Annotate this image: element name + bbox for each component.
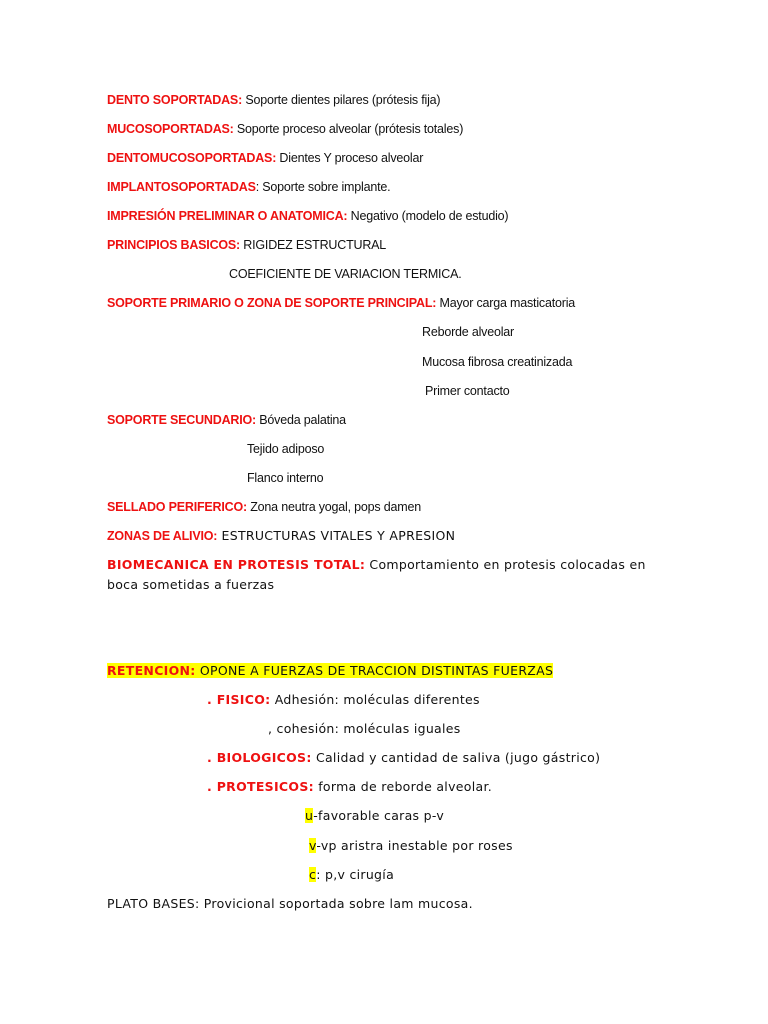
soporte-primario-item: Primer contacto — [425, 384, 510, 398]
soporte-secundario-item: Tejido adiposo — [247, 442, 325, 456]
term-label: IMPRESIÓN PRELIMINAR O ANATOMICA: — [107, 209, 348, 223]
entry-zonas-de-alivio — [107, 528, 455, 544]
form-text: -favorable caras p-v — [313, 808, 445, 823]
form-letter: v — [309, 838, 317, 853]
entry-mucosoportadas — [107, 121, 463, 137]
term-description: Comportamiento en protesis colocadas en boca sometidas a fuerzas — [107, 557, 646, 592]
retencion-protesicos — [207, 779, 492, 795]
retencion-biologicos — [207, 750, 600, 766]
term-description: : Soporte sobre implante. — [255, 180, 391, 194]
term-label: . FISICO: — [207, 692, 271, 707]
entry-retencion — [107, 663, 553, 679]
term-label: ZONAS DE ALIVIO: — [107, 529, 218, 543]
retencion-fisico — [207, 692, 480, 708]
soporte-secundario-item: Flanco interno — [247, 471, 324, 485]
retencion-fisico-continuation: , cohesión: moléculas iguales — [268, 721, 461, 736]
entry-impresion-preliminar — [107, 208, 508, 224]
term-label: SOPORTE PRIMARIO O ZONA DE SOPORTE PRINCIPAL: — [107, 296, 437, 310]
term-description: Bóveda palatina — [256, 413, 346, 427]
term-label: DENTOMUCOSOPORTADAS: — [107, 151, 277, 165]
entry-soporte-secundario — [107, 412, 346, 428]
entry-plato-bases: PLATO BASES: Provicional soportada sobre lam mucosa. — [107, 896, 473, 911]
form-letter: u — [305, 808, 314, 823]
reborde-form-c — [309, 867, 394, 883]
principios-continuation: COEFICIENTE DE VARIACION TERMICA. — [229, 267, 462, 281]
reborde-form-v — [309, 838, 513, 854]
term-label: IMPLANTOSOPORTADAS — [107, 180, 256, 194]
term-description: Calidad y cantidad de saliva (jugo gástrico) — [311, 750, 601, 765]
entry-soporte-primario — [107, 295, 575, 311]
term-description: Zona neutra yogal, pops damen — [246, 500, 421, 514]
entry-principios-basicos — [107, 237, 386, 253]
term-description: Adhesión: moléculas diferentes — [270, 692, 480, 707]
term-label: PRINCIPIOS BASICOS: — [107, 238, 241, 252]
term-label: RETENCION: — [107, 663, 196, 678]
term-description: Soporte proceso alveolar (prótesis totales) — [233, 122, 464, 136]
entry-dentomucosoportadas — [107, 150, 423, 166]
entry-dento-soportadas — [107, 92, 440, 108]
term-description: RIGIDEZ ESTRUCTURAL — [240, 238, 387, 252]
soporte-primario-item: Reborde alveolar — [422, 325, 514, 339]
reborde-form-u — [305, 808, 444, 824]
term-description: Negativo (modelo de estudio) — [347, 209, 509, 223]
term-description: forma de reborde alveolar. — [313, 779, 493, 794]
form-text: -vp aristra inestable por roses — [316, 838, 513, 853]
term-description: Mayor carga masticatoria — [436, 296, 576, 310]
entry-sellado-periferico — [107, 499, 421, 515]
term-label: SOPORTE SECUNDARIO: — [107, 413, 256, 427]
term-label: DENTO SOPORTADAS: — [107, 93, 243, 107]
term-label: SELLADO PERIFERICO: — [107, 500, 247, 514]
entry-biomecanica — [107, 555, 667, 595]
form-text: : p,v cirugía — [316, 867, 395, 882]
term-description: OPONE A FUERZAS DE TRACCION DISTINTAS FUERZAS — [195, 663, 554, 678]
form-letter: c — [309, 867, 317, 882]
term-description: Dientes Y proceso alveolar — [276, 151, 424, 165]
soporte-primario-item: Mucosa fibrosa creatinizada — [422, 355, 573, 369]
term-description: ESTRUCTURAS VITALES Y APRESION — [217, 528, 456, 543]
highlighted-heading — [107, 663, 553, 678]
term-label: . BIOLOGICOS: — [207, 750, 312, 765]
term-description: Soporte dientes pilares (prótesis fija) — [242, 93, 441, 107]
entry-implantosoportadas — [107, 179, 390, 195]
term-label: MUCOSOPORTADAS: — [107, 122, 234, 136]
term-label: . PROTESICOS: — [207, 779, 314, 794]
term-label: BIOMECANICA EN PROTESIS TOTAL: — [107, 557, 366, 572]
